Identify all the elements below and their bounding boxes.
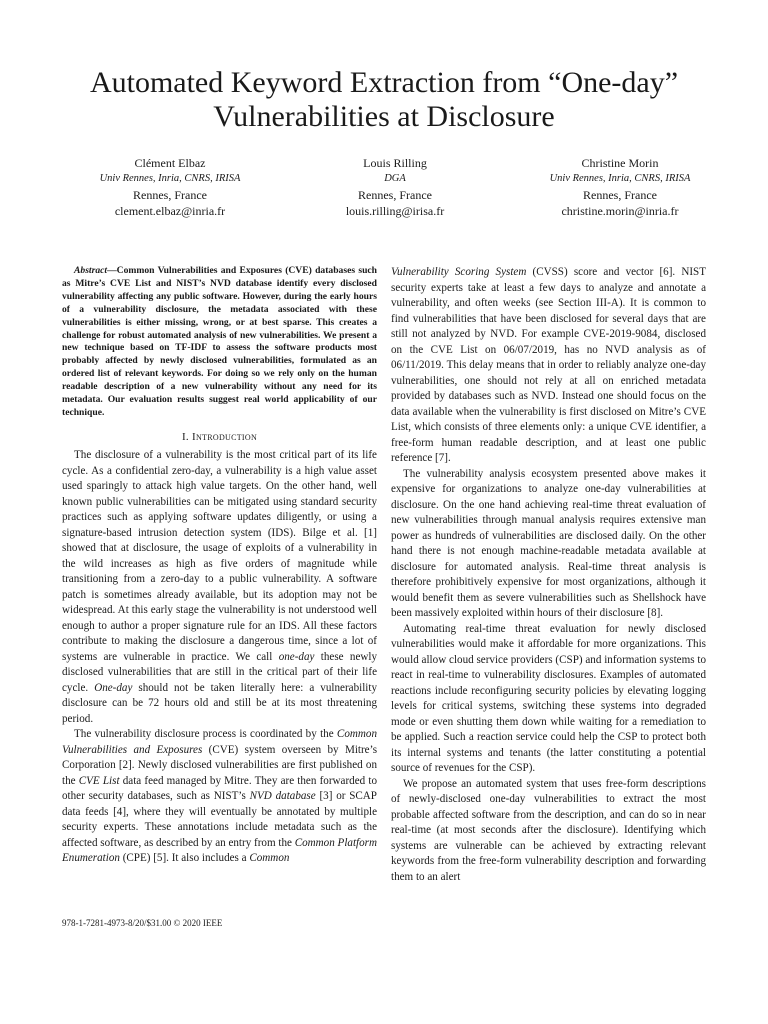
- author-email[interactable]: christine.morin@inria.fr: [561, 204, 679, 218]
- text-run-italic: Common Platform Enumeration: [62, 836, 377, 865]
- author-2: [295, 155, 495, 219]
- intro-paragraph-4: Automating real-time threat evaluation for newly disclosed vulnerabilities would make it affordable for more organizations. This would allow cloud service providers (CSP) and information systems to react in real-time to vulnerability disclosures. Examples of automated reactions include reconfiguring security policies by elevating logging levels for critical systems, switching these systems into degraded mode or even shutting them down while waiting for a remediation to be applied. Such a reaction service could help the CSP to protect both its internal systems and tenants (the latter constituting a potential source of revenues for the CSP).: [391, 622, 706, 774]
- right-column: [391, 265, 706, 885]
- author-email[interactable]: clement.elbaz@inria.fr: [114, 204, 226, 218]
- text-run: (CVSS) score and vector [6]. NIST security experts take at least a few days to analyze and annotate a vulnerability, and often weeks (see Section III-A). It is common to find vulnerabilities that have been disclosed for several days that are still not analyzed by NVD. For example CVE-2019-9084, disclosed on the CVE List on 06/07/2019, has no NVD analysis as of 06/11/2019. This delay means that in order to reliably analyze one-day vulnerabilities, one should not rely at all on enriched metadata provided by databases such as NVD. Instead one should focus on the data available when the vulnerability is first disclosed on Mitre’s CVE List, which consists of three elements only: a unique CVE identifier, a free-form human readable description, and at least one public reference [7].: [391, 266, 706, 464]
- author-affiliation: Univ Rennes, Inria, CNRS, IRISA: [99, 173, 241, 184]
- copyright-footer: 978-1-7281-4973-8/20/$31.00 © 2020 IEEE: [62, 918, 223, 928]
- title-line-2: Vulnerabilities at Disclosure: [213, 100, 555, 133]
- abstract-label: Abstract: [74, 265, 108, 276]
- text-run: should not be taken literally here: a vulnerability disclosure can be 72 hours old and still be at its most threatening period.: [62, 681, 377, 725]
- text-run: (CVE) system overseen by Mitre’s Corporation [2]. Newly disclosed vulnerabilities are first published on the: [62, 743, 378, 787]
- author-location: Rennes, France: [358, 188, 432, 202]
- text-run: The disclosure of a vulnerability is the most critical part of its life cycle. As a confidential zero-day, a vulnerability is a high value asset used sparingly to attack high value targets. On the other hand, well known public vulnerabilities can be mitigated using standard security practices such as applying software updates diligently, or using a signature-based intrusion detection system (IDS). Bilge et al. [1] showed that at disclosure, the usage of exploits of a vulnerability in the wild increases as high as five orders of magnitude while transitioning from a zero-day to a public vulnerability. A software patch is sometimes already available, but its adoption may not be widespread. At this early stage the vulnerability is not understood well enough to author a proper signature rule for an IDS. All these factors contribute to making the disclosure a dangerous time, since a lot of systems are vulnerable in practice. We call: [62, 449, 377, 663]
- author-name: Clément Elbaz: [134, 156, 206, 170]
- author-name: Christine Morin: [581, 156, 659, 170]
- text-run-italic: one-day: [278, 650, 315, 663]
- intro-paragraph-2-cont: [391, 265, 706, 467]
- intro-paragraph-3: The vulnerability analysis ecosystem presented above makes it expensive for organizations to analyze one-day vulnerabilities at disclosure. On the one hand achieving real-time threat evaluation of new vulnerabilities through manual analysis requires extensive man power as hundreds of vulnerabilities are disclosed daily. On the other hand there is not enough machine-readable metadata available at disclosure for automated analysis. Real-time threat analysis is therefore prohibitively expensive for most organizations, although it would benefit them as severe vulnerabilities such as Shellshock have been massively exploited within hours of their disclosure [8].: [391, 467, 706, 619]
- text-run-italic: One-day: [94, 681, 133, 694]
- left-column: [62, 265, 377, 867]
- author-3: [520, 155, 720, 219]
- section-heading-introduction: I. Introduction: [181, 430, 258, 443]
- intro-paragraph-5: We propose an automated system that uses free-form descriptions of newly-disclosed one-day vulnerabilities to extract the most probable affected software from the description, and can do so in near real-time (at most seconds after the disclosure). Identifying which systems are vulnerable can be achieved by extracting relevant keywords from the free-form vulnerability description and forwarding them to an alert: [391, 777, 706, 883]
- text-run-italic: Common: [249, 852, 290, 865]
- text-run-italic: Common Vulnerabilities and Exposures: [62, 728, 377, 756]
- text-run-italic: NVD database: [249, 790, 316, 803]
- author-block: [90, 155, 690, 219]
- author-location: Rennes, France: [133, 188, 207, 202]
- abstract-text: —Common Vulnerabilities and Exposures (CVE) databases such as Mitre’s CVE List and NIST’s NVD database identify every disclosed vulnerability affecting any public software. However, during the early hours of a vulnerability disclosure, the metadata associated with these vulnerabilities is either missing, wrong, or at best sparse. This creates a challenge for robust automated analysis of new vulnerabilities. We present a new technique based on TF-IDF to assess the software products most probably affected by newly disclosed vulnerabilities, formulated as an ordered list of relevant keywords. For doing so we rely only on the human readable description of a new vulnerability without any need for its metadata. Our evaluation results suggest real world applicability of our technique.: [62, 265, 377, 418]
- text-run: [3] or SCAP data feeds [4], where they will eventually be annotated by multiple security experts. These annotations include metadata such as the affected software, as described by an entry from the: [62, 790, 377, 849]
- author-affiliation: DGA: [384, 173, 406, 184]
- intro-paragraph-1: [62, 448, 377, 727]
- text-run: The vulnerability disclosure process is coordinated by the: [74, 728, 337, 741]
- author-1: [70, 155, 270, 219]
- text-run: these newly disclosed vulnerabilities that are still in the critical part of their life cycle.: [62, 650, 378, 694]
- abstract: [62, 265, 377, 420]
- paper-title: [40, 66, 728, 134]
- intro-paragraph-2: [62, 727, 377, 867]
- text-run: (CPE) [5]. It also includes a: [119, 852, 250, 865]
- author-location: Rennes, France: [583, 188, 657, 202]
- text-run-italic: Vulnerability Scoring System: [391, 266, 527, 278]
- text-run-italic: CVE List: [78, 774, 120, 787]
- text-run: data feed managed by Mitre. They are then forwarded to other security databases, such as NIST’s: [62, 774, 377, 803]
- title-line-1: Automated Keyword Extraction from “One-day”: [89, 66, 679, 99]
- author-name: Louis Rilling: [363, 156, 427, 170]
- author-affiliation: Univ Rennes, Inria, CNRS, IRISA: [549, 173, 691, 184]
- author-email[interactable]: louis.rilling@irisa.fr: [345, 204, 445, 218]
